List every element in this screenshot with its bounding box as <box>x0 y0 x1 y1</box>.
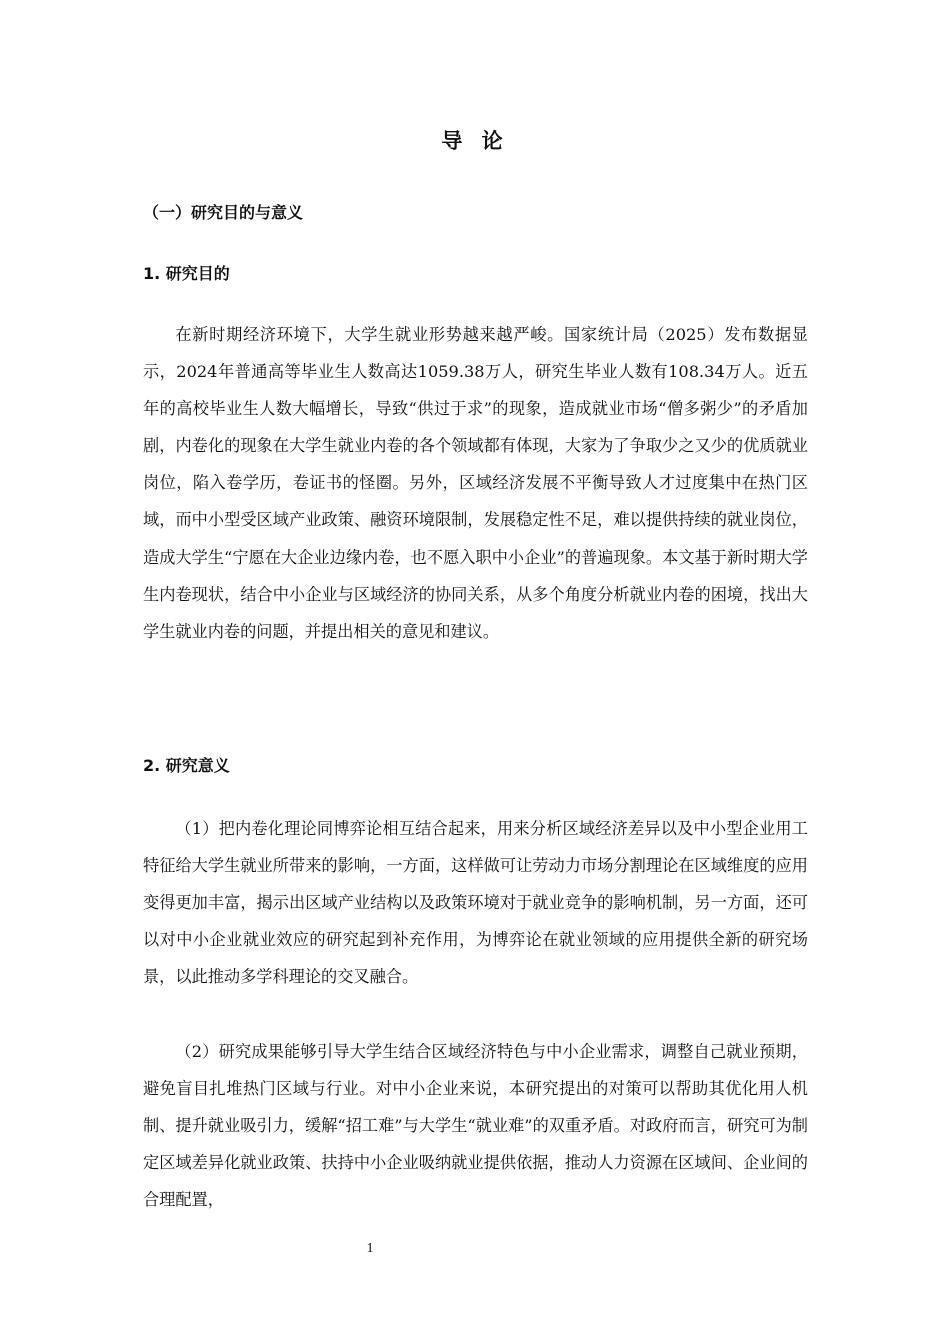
paragraph-purpose: 在新时期经济环境下，大学生就业形势越来越严峻。国家统计局（2025）发布数据显示，2024年普通高等毕业生人数高达1059.38万人，研究生毕业人数有108.34万人。近五年的高校毕业生人数大幅增长，导致“供过于求”的现象，造成就业市场“僧多粥少”的矛盾加剧，内卷化的现象在大学生就业内卷的各个领域都有体现，大家为了争取少之又少的优质就业岗位，陷入卷学历，卷证书的怪圈。另外，区域经济发展不平衡导致人才过度集中在热门区域，而中小型受区域产业政策、融资环境限制，发展稳定性不足，难以提供持续的就业岗位，造成大学生“宁愿在大企业边缘内卷，也不愿入职中小企业”的普遍现象。本文基于新时期大学生内卷现状，结合中小企业与区域经济的协同关系，从多个角度分析就业内卷的困境，找出大学生就业内卷的问题，并提出相关的意见和建议。 <box>143 325 808 641</box>
paragraph-significance-1: （1）把内卷化理论同博弈论相互结合起来，用来分析区域经济差异以及中小型企业用工特征给大学生就业所带来的影响，一方面，这样做可让劳动力市场分割理论在区域维度的应用变得更加丰富，揭示出区域产业结构以及政策环境对于就业竞争的影响机制，另一方面，还可以对中小企业就业效应的研究起到补充作用，为博弈论在就业领域的应用提供全新的研究场景，以此推动多学科理论的交叉融合。 <box>143 819 808 987</box>
page-title: 导 论 <box>441 129 509 153</box>
page-number: 1 <box>366 1241 374 1256</box>
subsection-heading-purpose: 1. 研究目的 <box>143 264 230 283</box>
paragraph-significance-2: （2）研究成果能够引导大学生结合区域经济特色与中小企业需求，调整自己就业预期，避免盲目扎堆热门区域与行业。对中小企业来说，本研究提出的对策可以帮助其优化用人机制、提升就业吸引力，缓解“招工难”与大学生“就业难”的双重矛盾。对政府而言，研究可为制定区域差异化就业政策、扶持中小企业吸纳就业提供依据，推动人力资源在区域间、企业间的合理配置， <box>143 1042 808 1210</box>
subsection-heading-significance: 2. 研究意义 <box>143 756 230 775</box>
section-heading: （一）研究目的与意义 <box>143 203 304 222</box>
